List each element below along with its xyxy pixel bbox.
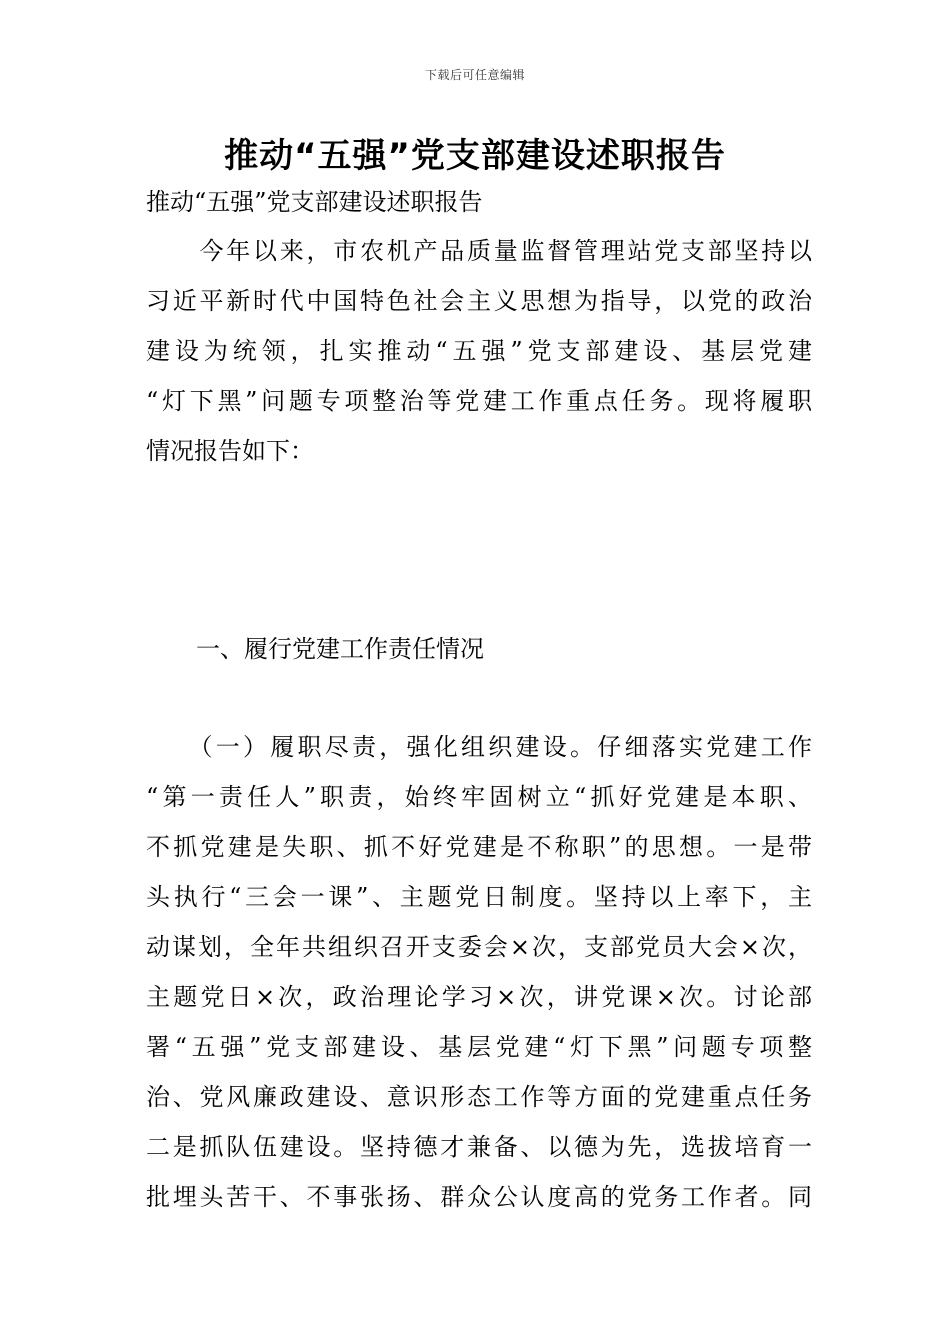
paragraph-line: 头执行“三会一课”、主题党日制度。坚持以上率下，主 xyxy=(146,883,812,911)
paragraph-line: 批埋头苦干、不事张扬、群众公认度高的党务工作者。同 xyxy=(146,1183,812,1211)
header-note: 下载后可任意编辑 xyxy=(424,68,525,82)
paragraph-line: 署“五强”党支部建设、基层党建“灯下黑”问题专项整 xyxy=(146,1033,812,1061)
paragraph-line: “灯下黑”问题专项整治等党建工作重点任务。现将履职 xyxy=(146,387,812,415)
paragraph-line: 今年以来，市农机产品质量监督管理站党支部坚持以 xyxy=(146,237,812,265)
document-title: 推动“五强”党支部建设述职报告 xyxy=(224,136,726,176)
intro-paragraph xyxy=(146,226,812,476)
paragraph-line: 习近平新时代中国特色社会主义思想为指导，以党的政治 xyxy=(146,287,812,315)
section-heading: 一、履行党建工作责任情况 xyxy=(196,635,484,663)
paragraph-line: 主题党日×次，政治理论学习×次，讲党课×次。讨论部 xyxy=(146,983,812,1011)
paragraph-line: 情况报告如下： xyxy=(146,437,314,465)
paragraph-line: （一）履职尽责，强化组织建设。仔细落实党建工作 xyxy=(146,733,812,761)
paragraph-line: 建设为统领，扎实推动“五强”党支部建设、基层党建 xyxy=(146,337,812,365)
paragraph-organization xyxy=(146,722,812,1222)
paragraph-line: 动谋划，全年共组织召开支委会×次，支部党员大会×次， xyxy=(146,933,812,961)
paragraph-line: “第一责任人”职责，始终牢固树立“抓好党建是本职、 xyxy=(146,783,812,811)
paragraph-line: 二是抓队伍建设。坚持德才兼备、以德为先，选拔培育一 xyxy=(146,1133,812,1161)
document-subtitle: 推动“五强”党支部建设述职报告 xyxy=(146,188,483,216)
paragraph-line: 治、党风廉政建设、意识形态工作等方面的党建重点任务 xyxy=(146,1083,812,1111)
paragraph-line: 不抓党建是失职、抓不好党建是不称职”的思想。一是带 xyxy=(146,833,812,861)
